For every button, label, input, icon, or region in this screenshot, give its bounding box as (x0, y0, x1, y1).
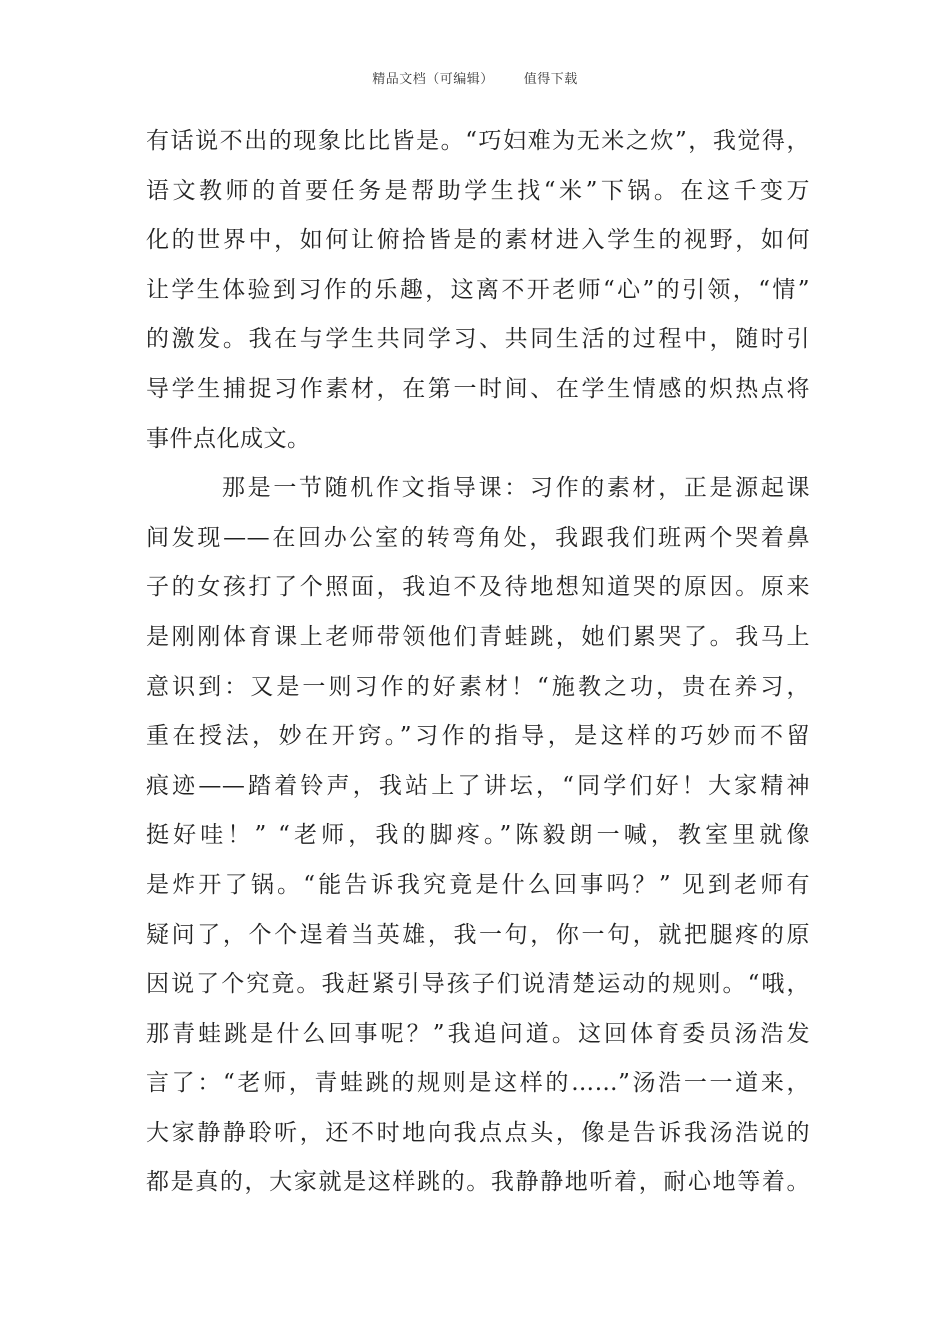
text-line: 间发现——在回办公室的转弯角处，我跟我们班两个哭着鼻 (146, 524, 810, 551)
body-text (146, 117, 810, 1208)
header-doc-label: 精品文档（可编辑） (372, 72, 494, 87)
text-line: 是刚刚体育课上老师带领他们青蛙跳，她们累哭了。我马上 (146, 623, 810, 650)
text-line: 让学生体验到习作的乐趣，这离不开老师“心”的引领，“情” (146, 276, 810, 303)
text-line: 导学生捕捉习作素材，在第一时间、在学生情感的炽热点将 (146, 375, 810, 402)
text-line: 有话说不出的现象比比皆是。“巧妇难为无米之炊”，我觉得， (146, 128, 810, 154)
text-line: 语文教师的首要任务是帮助学生找“米”下锅。在这千变万 (146, 177, 810, 204)
text-line: 重在授法，妙在开窍。”习作的指导，是这样的巧妙而不留 (146, 723, 810, 750)
text-line: 痕迹——踏着铃声，我站上了讲坛，“同学们好！大家精神 (146, 772, 810, 799)
text-line: 化的世界中，如何让俯拾皆是的素材进入学生的视野，如何 (146, 227, 810, 254)
text-line: 疑问了，个个逞着当英雄，我一句，你一句，就把腿疼的原 (146, 921, 810, 948)
text-line: 的激发。我在与学生共同学习、共同生活的过程中，随时引 (146, 326, 810, 353)
text-line: 事件点化成文。 (146, 425, 311, 452)
text-line: 言了：“老师，青蛙跳的规则是这样的……”汤浩一一道来， (146, 1070, 810, 1097)
text-line: 那青蛙跳是什么回事呢？”我追问道。这回体育委员汤浩发 (146, 1020, 810, 1047)
text-line: 因说了个究竟。我赶紧引导孩子们说清楚运动的规则。“哦， (146, 971, 810, 998)
text-line: 意识到：又是一则习作的好素材！“施教之功，贵在养习， (146, 673, 810, 700)
page-header (0, 68, 950, 87)
text-line: 子的女孩打了个照面，我迫不及待地想知道哭的原因。原来 (146, 574, 810, 601)
text-line: 都是真的，大家就是这样跳的。我静静地听着，耐心地等着。 (146, 1169, 810, 1196)
text-line: 是炸开了锅。“能告诉我究竟是什么回事吗？” 见到老师有 (146, 871, 810, 898)
text-line: 挺好哇！” “老师，我的脚疼。”陈毅朗一喊，教室里就像 (146, 822, 810, 849)
text-line: 大家静静聆听，还不时地向我点点头，像是告诉我汤浩说的 (146, 1119, 810, 1146)
paragraph-first-line: 那是一节随机作文指导课：习作的素材，正是源起课 (222, 475, 810, 502)
header-download-label: 值得下载 (523, 72, 578, 87)
